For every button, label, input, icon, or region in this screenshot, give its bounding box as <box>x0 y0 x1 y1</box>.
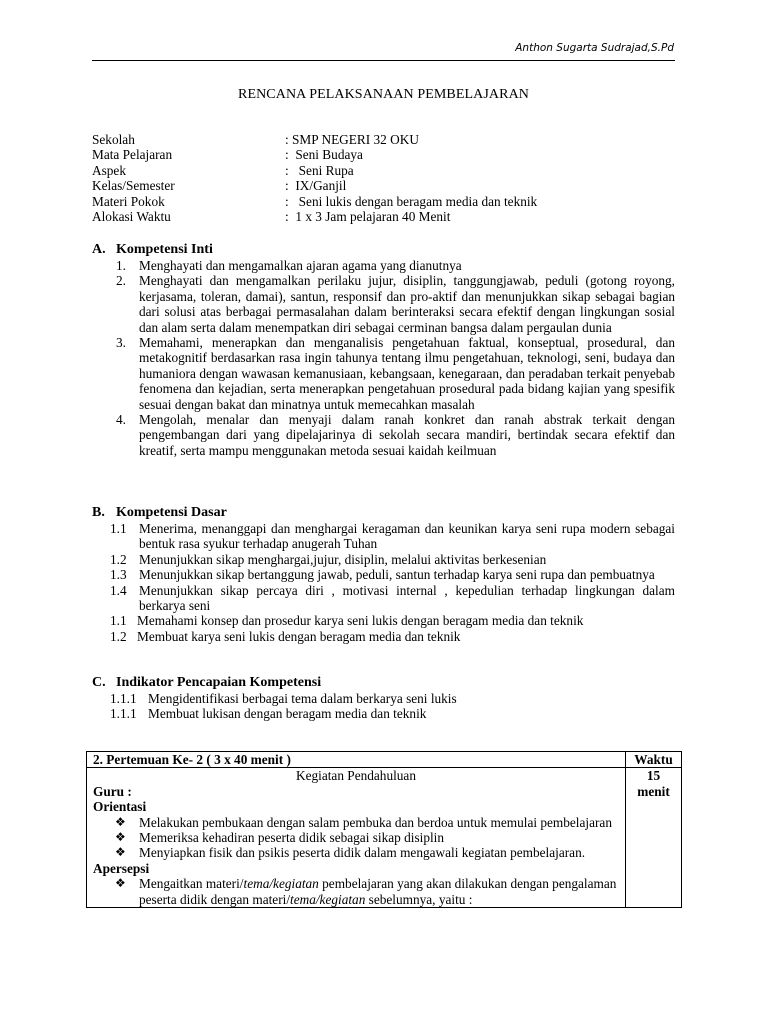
diamond-bullet-icon: ❖ <box>115 814 126 829</box>
apersepsi-text-e: sebelumnya, yaitu : <box>365 891 473 907</box>
section-title: Kompetensi Dasar <box>116 505 227 520</box>
list-text: Melakukan pembukaan dengan salam pembuka dan berdoa untuk memulai pembelajaran <box>139 814 612 830</box>
section-indikator <box>92 674 675 722</box>
diamond-bullet-icon: ❖ <box>115 876 126 891</box>
list-item <box>92 521 675 552</box>
info-row-sekolah <box>92 132 675 147</box>
apersepsi-text-c: pembelajaran yang akan dilakukan dengan pengalaman peserta didik dengan materi/ <box>139 876 617 907</box>
info-label: Alokasi Waktu <box>92 208 171 224</box>
duration-unit: menit <box>637 783 670 799</box>
list-text: Menyiapkan fisik dan psikis peserta didik dalam mengawali kegiatan pembelajaran. <box>139 845 586 861</box>
info-label: Kelas/Semester <box>92 178 175 194</box>
list-item <box>92 613 675 628</box>
info-label: Materi Pokok <box>92 193 165 209</box>
info-label: Sekolah <box>92 132 135 147</box>
info-row-kelas-semester <box>92 178 675 193</box>
apersepsi-text-b: tema/kegiatan <box>243 876 319 892</box>
ki-list <box>92 258 675 458</box>
list-text: Membuat karya seni lukis dengan beragam media dan teknik <box>137 628 461 644</box>
list-text: Mengolah, menalar dan menyaji dalam ranah konkret dan ranah abstrak terkait dengan pengembangan dari yang dipelajarinya di sekolah secara mandiri, bertindak secara efektif dan kreatif, serta mampu menggunakan metoda sesuai kaidah keilmuan <box>139 412 675 458</box>
list-item <box>93 830 619 845</box>
diamond-bullet-icon: ❖ <box>115 845 126 860</box>
info-row-materi-pokok <box>92 194 675 209</box>
diamond-bullet-icon: ❖ <box>115 830 126 845</box>
info-value: : Seni Rupa <box>285 162 354 178</box>
list-number: 3. <box>116 335 126 351</box>
list-text: Menunjukkan sikap menghargai,jujur, disiplin, melalui aktivitas berkesenian <box>139 551 547 567</box>
list-item <box>93 815 619 830</box>
list-number: 1.1.1 <box>110 706 137 722</box>
list-text: Memeriksa kehadiran peserta didik sebagai sikap disiplin <box>139 830 445 846</box>
list-number: 1.2 <box>110 628 127 644</box>
apersepsi-text-a: Mengaitkan materi/ <box>139 876 244 892</box>
guru-label: Guru : <box>93 783 132 799</box>
header-author: Anthon Sugarta Sudrajad,S.Pd <box>515 42 674 54</box>
list-item <box>92 258 675 273</box>
info-value: : Seni lukis dengan beragam media dan teknik <box>285 193 538 209</box>
list-text: Menghayati dan mengamalkan perilaku jujur, disiplin, tanggungjawab, peduli (gotong royong, kerjasama, toleran, damai), santun, responsif dan pro-aktif dan menunjukkan sikap sebagai bagian dari solusi atas berbagai permasalahan dalam berinteraksi secara efektif dengan lingkungan sosial dan alam serta dalam menempatkan diri sebagai cerminan bangsa dalam pergaulan dunia <box>139 273 675 335</box>
section-heading <box>92 674 675 691</box>
identity-block <box>92 132 675 224</box>
section-title: Indikator Pencapaian Kompetensi <box>116 675 322 690</box>
info-value: : Seni Budaya <box>285 147 363 163</box>
list-item <box>93 876 619 907</box>
section-letter: A. <box>92 242 106 257</box>
apersepsi-text-d: tema/kegiatan <box>290 891 366 907</box>
section-title: Kompetensi Inti <box>116 242 213 257</box>
list-item <box>92 706 675 721</box>
list-number: 1. <box>116 258 126 273</box>
list-text: Menunjukkan sikap bertanggung jawab, peduli, santun terhadap karya seni rupa dan pembuatnya <box>139 567 655 583</box>
section-heading <box>92 504 675 521</box>
apersepsi-label: Apersepsi <box>93 860 150 876</box>
list-number: 1.3 <box>110 567 127 583</box>
list-text: Memahami, menerapkan dan menganalisis pengetahuan faktual, konseptual, prosedural, dan metakognitif berdasarkan rasa ingin tahunya tentang ilmu pengetahuan, teknologi, seni, budaya dan humaniora dengan wawasan kemanusiaan, kebangsaan, kenegaraan, dan peradaban terkait penyebab fenomena dan kejadian, serta menerapkan pengetahuan prosedural pada bidang kajian yang spesifik sesuai dengan bakat dan minatnya untuk memecahkan masalah <box>139 335 675 412</box>
list-number: 1.2 <box>110 551 127 567</box>
duration-value: 15 <box>646 768 661 784</box>
list-text: Mengidentifikasi berbagai tema dalam berkarya seni lukis <box>148 691 457 706</box>
list-text: Membuat lukisan dengan beragam media dan teknik <box>148 706 427 722</box>
table-row <box>87 768 682 908</box>
list-number: 1.1.1 <box>110 691 137 706</box>
info-value: : IX/Ganjil <box>285 178 347 194</box>
section-heading <box>92 241 675 258</box>
section-kompetensi-inti <box>92 241 675 458</box>
list-item <box>92 583 675 614</box>
waktu-header: Waktu <box>626 752 682 768</box>
list-text: Menghayati dan mengamalkan ajaran agama yang dianutnya <box>139 258 462 273</box>
document-title: RENCANA PELAKSANAAN PEMBELAJARAN <box>238 87 529 102</box>
info-row-aspek <box>92 163 675 178</box>
orientasi-label: Orientasi <box>93 799 147 815</box>
info-value: : SMP NEGERI 32 OKU <box>285 132 419 147</box>
list-number: 1.1 <box>110 613 127 629</box>
info-row-mata-pelajaran <box>92 147 675 162</box>
header-rule <box>92 60 675 61</box>
list-item <box>92 691 675 706</box>
list-item <box>92 567 675 582</box>
info-label: Aspek <box>92 162 126 178</box>
activity-table <box>86 751 682 908</box>
activity-cell <box>87 768 626 908</box>
list-item <box>92 335 675 412</box>
list-item <box>92 629 675 644</box>
section-letter: C. <box>92 675 106 690</box>
meeting-header: 2. Pertemuan Ke- 2 ( 3 x 40 menit ) <box>87 752 626 768</box>
list-number: 1.1 <box>110 521 127 536</box>
activity-title: Kegiatan Pendahuluan <box>295 768 416 784</box>
list-text: Menerima, menanggapi dan menghargai keragaman dan keunikan karya seni rupa modern sebagai bentuk rasa syukur terhadap anugerah Tuhan <box>139 521 675 552</box>
info-value: : 1 x 3 Jam pelajaran 40 Menit <box>285 208 451 224</box>
list-number: 4. <box>116 412 126 428</box>
list-text: Memahami konsep dan prosedur karya seni lukis dengan beragam media dan teknik <box>137 613 584 629</box>
table-header-row <box>87 752 682 768</box>
duration-cell <box>626 768 682 908</box>
info-label: Mata Pelajaran <box>92 147 173 163</box>
section-letter: B. <box>92 505 105 520</box>
list-item <box>92 273 675 335</box>
list-number: 2. <box>116 273 126 289</box>
list-item <box>92 412 675 458</box>
list-item <box>92 552 675 567</box>
list-number: 1.4 <box>110 582 127 598</box>
info-row-alokasi-waktu <box>92 209 675 224</box>
list-item <box>93 845 619 860</box>
list-text: Menunjukkan sikap percaya diri , motivasi internal , kepedulian terhadap lingkungan dalam berkarya seni <box>139 582 675 614</box>
section-kompetensi-dasar <box>92 504 675 644</box>
